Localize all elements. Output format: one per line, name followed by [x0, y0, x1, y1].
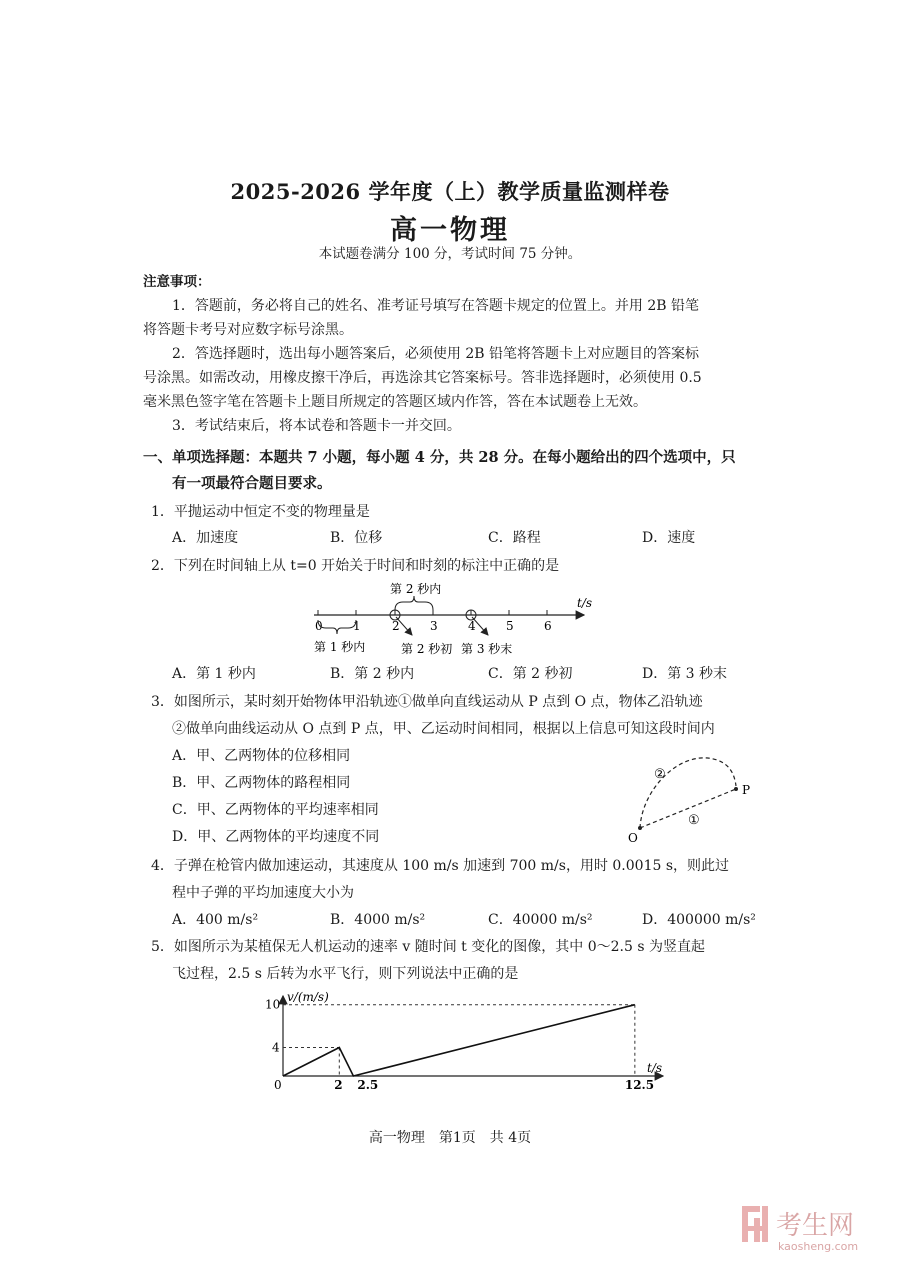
- page-footer: 高一物理 第1页 共 4页: [368, 1130, 532, 1146]
- watermark-url: kaosheng.com: [778, 1240, 859, 1253]
- y-tick-label-4: 4: [272, 1040, 280, 1055]
- q2-option-c: C．第 2 秒初: [488, 666, 573, 682]
- q1-option-b: B．位移: [330, 530, 383, 546]
- section1-heading-line-2: 有一项最符合题目要求。: [172, 475, 332, 492]
- notes-heading: 注意事项：: [143, 274, 211, 290]
- axis-label-t: t/s: [577, 596, 593, 610]
- label-second-2-start: 第 2 秒初: [401, 642, 453, 656]
- velocity-series-line: [283, 1005, 635, 1076]
- q3-stem-line-1: 3．如图所示，某时刻开始物体甲沿轨迹①做单向直线运动从 P 点到 O 点，物体乙沿轨迹: [151, 694, 703, 710]
- tick-label-1: 1: [353, 619, 361, 633]
- tick-label-3: 3: [430, 619, 438, 633]
- kaosheng-watermark: [730, 1200, 890, 1260]
- brace-second-1: [318, 620, 356, 634]
- note-2-line-2: 号涂黑。如需改动，用橡皮擦干净后，再选涂其它答案标号。答非选择题时，必须使用 0.5: [143, 370, 702, 386]
- note-2-line-1: 2．答选择题时，选出每小题答案后，必须使用 2B 铅笔将答题卡上对应题目的答案标: [172, 346, 700, 362]
- point-o: [638, 826, 642, 830]
- q5-velocity-time-chart: [258, 990, 678, 1100]
- q4-stem-line-2: 程中子弹的平均加速度大小为: [172, 885, 354, 901]
- x-tick-label-2: 2: [334, 1078, 343, 1092]
- origin-label: 0: [274, 1078, 282, 1092]
- note-3: 3．考试结束后，将本试卷和答题卡一并交回。: [172, 418, 461, 434]
- q3-stem-line-2: ②做单向曲线运动从 O 点到 P 点，甲、乙运动时间相同，根据以上信息可知这段时间内: [172, 721, 715, 737]
- q1-option-c: C．路程: [488, 530, 541, 546]
- q4-option-d: D．400000 m/s²: [642, 912, 756, 928]
- label-second-2-within: 第 2 秒内: [390, 582, 442, 596]
- label-o: O: [628, 831, 638, 845]
- label-track-2: ②: [654, 767, 666, 782]
- q2-timeline-figure: [300, 580, 610, 660]
- label-p: P: [742, 783, 751, 797]
- q5-stem-line-1: 5．如图所示为某植保无人机运动的速率 v 随时间 t 变化的图像，其中 0～2.5 s 为竖直起: [151, 939, 705, 955]
- q1-stem: 1．平抛运动中恒定不变的物理量是: [151, 504, 370, 520]
- exam-title: 2025-2026 学年度（上）教学质量监测样卷: [230, 179, 670, 204]
- q1-option-a: A．加速度: [172, 530, 239, 546]
- x-tick-label-2.5: 2.5: [357, 1078, 379, 1092]
- section1-heading-line-1: 一、单项选择题：本题共 7 小题，每小题 4 分，共 28 分。在每小题给出的四个选项中，只: [143, 449, 736, 466]
- kaosheng-logo-icon: [742, 1206, 768, 1242]
- q3-option-a: A．甲、乙两物体的位移相同: [172, 748, 351, 764]
- point-p: [734, 787, 738, 791]
- label-second-1-within: 第 1 秒内: [314, 640, 366, 654]
- tick-label-5: 5: [506, 619, 514, 633]
- label-track-1: ①: [688, 813, 700, 828]
- x-tick-label-12.5: 12.5: [624, 1078, 655, 1092]
- q5-stem-line-2: 飞过程，2.5 s 后转为水平飞行，则下列说法中正确的是: [172, 966, 519, 982]
- tick-label-6: 6: [544, 619, 552, 633]
- note-1-line-1: 1．答题前，务必将自己的姓名、准考证号填写在答题卡规定的位置上。并用 2B 铅笔: [172, 298, 700, 314]
- note-2-line-3: 毫米黑色签字笔在答题卡上题目所规定的答题区域内作答，答在本试题卷上无效。: [143, 394, 647, 410]
- x-axis-label: t/s: [647, 1061, 663, 1075]
- q1-option-d: D．速度: [642, 530, 696, 546]
- label-second-3-end: 第 3 秒末: [461, 642, 513, 656]
- q2-option-b: B．第 2 秒内: [330, 666, 415, 682]
- tick-label-0: 0: [315, 619, 323, 633]
- q2-option-a: A．第 1 秒内: [172, 666, 256, 682]
- q4-stem-line-1: 4．子弹在枪管内做加速运动，其速度从 100 m/s 加速到 700 m/s，用时 0.0015 s，则此过: [151, 858, 730, 874]
- y-tick-label-10: 10: [265, 997, 281, 1012]
- q3-trajectory-figure: [622, 748, 762, 848]
- q4-option-a: A．400 m/s²: [172, 912, 259, 928]
- q3-option-d: D．甲、乙两物体的平均速度不同: [172, 829, 380, 845]
- q2-stem: 2．下列在时间轴上从 t=0 开始关于时间和时刻的标注中正确的是: [151, 558, 560, 574]
- y-axis-label: v/(m/s): [287, 990, 329, 1004]
- q3-option-b: B．甲、乙两物体的路程相同: [172, 775, 351, 791]
- q4-option-c: C．40000 m/s²: [488, 912, 593, 928]
- subject-title: 高一物理: [390, 215, 510, 246]
- exam-info: 本试题卷满分 100 分，考试时间 75 分钟。: [318, 246, 582, 262]
- brace-second-2: [395, 596, 433, 610]
- note-1-line-2: 将答题卡考号对应数字标号涂黑。: [143, 322, 353, 338]
- q3-option-c: C．甲、乙两物体的平均速率相同: [172, 802, 379, 818]
- q4-option-b: B．4000 m/s²: [330, 912, 426, 928]
- watermark-brand: 考生网: [776, 1211, 855, 1241]
- q2-option-d: D．第 3 秒末: [642, 666, 728, 682]
- tick-label-4: 4: [468, 619, 476, 633]
- tick-label-2: 2: [392, 619, 400, 633]
